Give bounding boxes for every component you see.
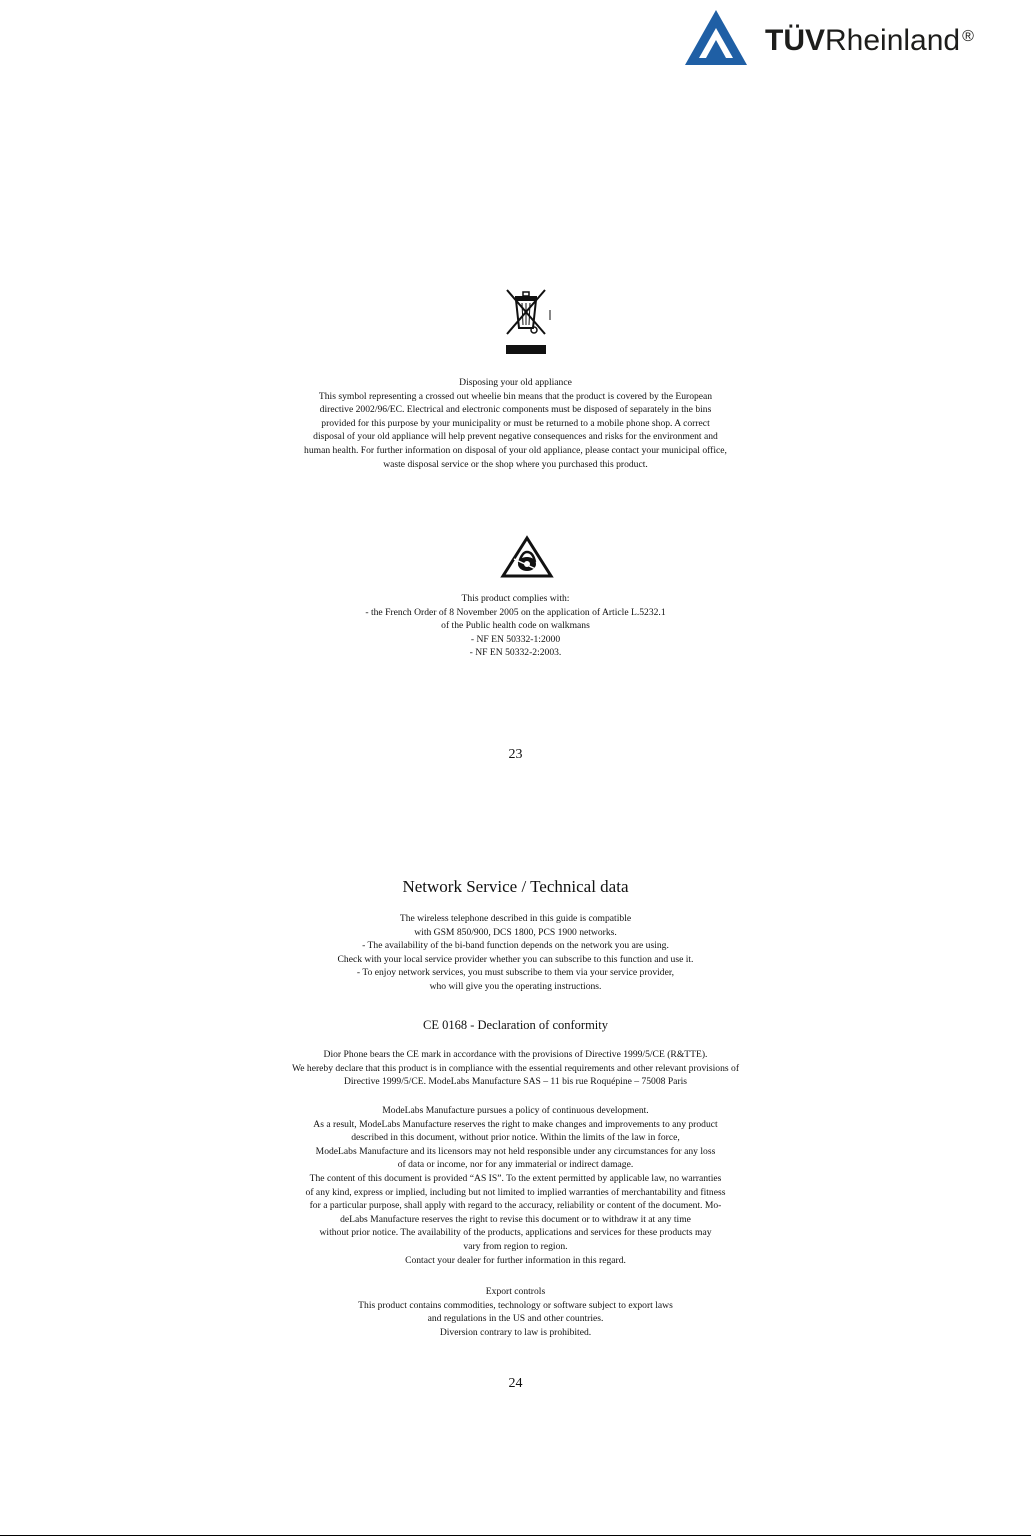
conformity-line: Dior Phone bears the CE mark in accordance with the provisions of Directive 1999/5/CE (R&TTE). [323,1049,708,1060]
network-line: - The availability of the bi-band function depends on the network you are using. [362,940,669,952]
export-line: and regulations in the US and other countries. [427,1313,604,1325]
policy-line: of any kind, express or implied, including but not limited to implied warranties of merchantability and fitness [305,1186,726,1198]
policy-line: without prior notice. The availability of the products, applications and services for these products may [319,1227,712,1239]
policy-line: Contact your dealer for further information in this regard. [405,1254,626,1266]
conformity-section-title: CE 0168 - Declaration of conformity [422,1018,609,1032]
network-section-title: Network Service / Technical data [402,877,629,896]
disposal-line: human health. For further information on disposal of your old appliance, please contact your municipal office, [304,444,727,456]
export-controls-section [0,1285,1031,1339]
disposal-line: This symbol representing a crossed out wheelie bin means that the product is covered by the European [318,390,713,402]
tuv-triangle-icon [683,8,749,68]
policy-line: deLabs Manufacture reserves the right to revise this document or to withdraw it at any time [340,1213,691,1225]
network-line: who will give you the operating instructions. [429,980,602,992]
policy-line: The content of this document is provided “AS IS”. To the extent permitted by applicable law, no warranties [309,1172,722,1184]
network-line: Check with your local service provider whether you can subscribe to this function and use it. [337,953,694,965]
page-number: 23 [508,747,523,762]
export-line: This product contains commodities, technology or software subject to export laws [358,1299,673,1311]
network-line: The wireless telephone described in this guide is compatible [399,913,632,924]
crossed-out-wheelie-bin-icon [503,288,555,356]
network-line: with GSM 850/900, DCS 1800, PCS 1900 networks. [414,926,617,938]
disposal-title: Disposing your old appliance [459,377,572,388]
conformity-line: We hereby declare that this product is in compliance with the essential requirements and other relevant provisions of [291,1062,740,1074]
policy-line: As a result, ModeLabs Manufacture reserves the right to make changes and improvements to any product [313,1118,718,1130]
compliance-line: This product complies with: [461,593,570,604]
policy-line: described in this document, without prior notice. Within the limits of the law in force, [351,1132,680,1144]
policy-line: for a particular purpose, shall apply with regard to the accuracy, reliability or content of the document. Mo- [309,1200,722,1212]
tuv-rheinland-logo [683,8,1013,68]
disposal-line: disposal of your old appliance will help prevent negative consequences and risks for the environment and [313,431,718,443]
disposal-section [0,376,1031,471]
disposal-line: provided for this purpose by your municipality or must be returned to a mobile phone shop. A correct [321,417,710,429]
policy-section [0,1104,1031,1267]
policy-line: ModeLabs Manufacture pursues a policy of continuous development. [382,1105,649,1116]
export-line: Diversion contrary to law is prohibited. [439,1326,592,1338]
disposal-line: waste disposal service or the shop where you purchased this product. [383,458,648,470]
network-line: - To enjoy network services, you must subscribe to them via your service provider, [356,967,675,979]
policy-line: ModeLabs Manufacture and its licensors may not held responsible under any circumstances for any loss [315,1145,716,1157]
hearing-compliance-section [0,592,1031,660]
compliance-line: - NF EN 50332-1:2000 [470,633,561,645]
export-controls-title: Export controls [485,1286,546,1297]
compliance-line: of the Public health code on walkmans [441,620,590,632]
brand-wordmark: TÜVRheinland ® [765,24,974,57]
conformity-section [0,1048,1031,1089]
compliance-line: - NF EN 50332-2:2003. [469,647,562,659]
disposal-line: directive 2002/96/EC. Electrical and electronic components must be disposed of separately in the bins [319,404,712,416]
compliance-line: - the French Order of 8 November 2005 on the application of Article L.5232.1 [365,606,666,618]
page-bottom-rule [0,1535,1031,1536]
hearing-warning-icon [500,535,554,579]
policy-line: of data or income, nor for any immaterial or indirect damage. [397,1159,634,1171]
policy-line: vary from region to region. [463,1240,568,1252]
network-section [0,912,1031,994]
page-number: 24 [508,1376,523,1391]
conformity-line: Directive 1999/5/CE. ModeLabs Manufacture SAS – 11 bis rue Roquépine – 75008 Paris [343,1076,688,1088]
